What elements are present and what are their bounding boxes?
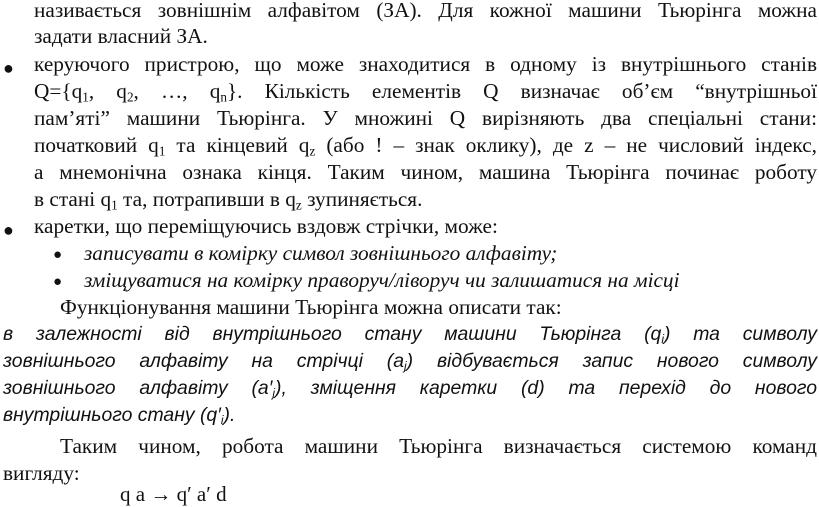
subscript: n <box>220 89 227 105</box>
text-fragment: та кінцевий q <box>165 133 310 157</box>
text-fragment: в стані q <box>34 187 112 211</box>
text-fragment: , …, q <box>133 79 221 103</box>
subscript: j <box>404 359 407 373</box>
subscript: 1 <box>82 89 89 105</box>
cutoff-formula-line <box>0 482 819 506</box>
bullet-icon: ● <box>3 220 14 240</box>
text-fragment: Q={q <box>34 79 83 103</box>
text-line <box>34 81 817 104</box>
subscript: 1 <box>158 143 166 159</box>
text-fragment: }. Кількість елементів Q визначає об’єм “внутрішньої <box>226 79 817 103</box>
text-line: керуючого пристрою, що може знаходитися в одному із внутрішнього станів <box>34 52 817 76</box>
text-line <box>3 325 817 345</box>
text-line: а мнемонічна ознака кінця. Таким чином, машина Тьюрінга починає роботу <box>34 160 817 184</box>
text-line <box>34 189 422 212</box>
text-fragment: зовнішнього алфавіту (a <box>3 377 269 399</box>
text-fragment: ) відбувається запис нового символу <box>406 350 818 372</box>
subscript: j <box>272 386 276 400</box>
text-line <box>3 406 235 426</box>
text-fragment: ), зміщення каретки (d) та перехід до нового <box>275 377 817 399</box>
bullet-icon: ● <box>53 247 63 263</box>
text-line: задати власний ЗА. <box>34 24 208 48</box>
text-line: зміщуватися на комірку праворуч/ліворуч чи залишатися на місці <box>84 268 680 292</box>
text-fragment: , q <box>88 79 127 103</box>
text-fragment: в залежності від внутрішнього стану машини Тьюрінга (q <box>3 323 662 345</box>
prime-mark: ′ <box>268 377 273 399</box>
text-line: Функціонування машини Тьюрінга можна описати так: <box>60 295 562 319</box>
subscript: z <box>309 143 316 159</box>
text-line: вигляду: <box>3 461 80 485</box>
prime-mark: ′ <box>217 404 221 426</box>
subscript: i <box>661 332 664 346</box>
text-fragment: ) та символу <box>663 323 817 345</box>
text-fragment: та, потрапивши в q <box>117 187 296 211</box>
subscript: 2 <box>126 89 134 105</box>
subscript: i <box>220 413 224 427</box>
bullet-icon: ● <box>53 274 63 290</box>
text-line: каретки, що переміщуючись вздовж стрічки, може: <box>34 214 498 238</box>
text-line: записувати в комірку символ зовнішнього алфавіту; <box>84 241 558 265</box>
text-fragment: початковий q <box>34 133 159 157</box>
text-line: Таким чином, робота машини Тьюрінга визначається системою команд <box>60 434 817 458</box>
text-line <box>34 135 817 158</box>
bullet-icon: ● <box>3 58 14 78</box>
text-fragment: ). <box>223 404 236 426</box>
subscript: 1 <box>111 197 118 213</box>
text-line: називається зовнішнім алфавітом (ЗА). Для кожної машини Тьюрінга можна <box>34 0 817 22</box>
text-line <box>3 352 817 372</box>
formula-fragment: q a → q′ a′ d <box>120 482 227 506</box>
subscript: z <box>295 197 302 213</box>
text-fragment: (або ! – знак оклику), де z – не числовий індекс, <box>315 133 817 157</box>
text-fragment: зовнішнього алфавіту на стрічці (a <box>3 350 404 372</box>
text-fragment: зупиняється. <box>301 187 423 211</box>
text-fragment: внутрішнього стану (q <box>3 404 218 426</box>
text-line <box>3 379 817 399</box>
text-line: пам’яті” машини Тьюрінга. У множині Q вирізняють два спеціальні стани: <box>34 106 817 130</box>
